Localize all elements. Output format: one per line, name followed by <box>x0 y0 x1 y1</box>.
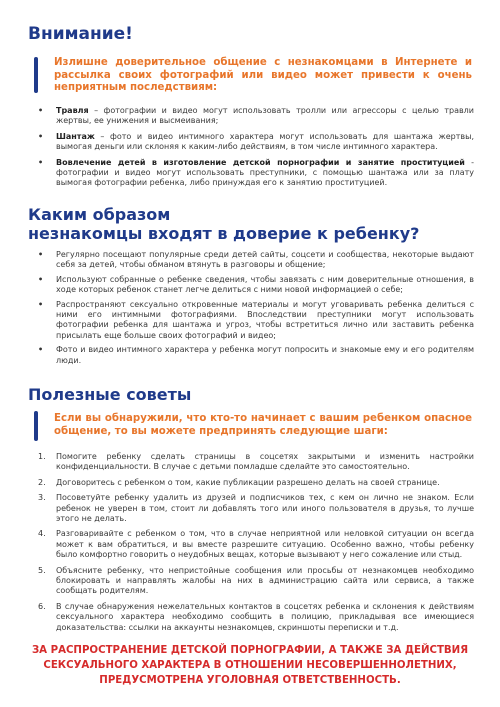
list-item <box>38 158 474 189</box>
item-text: Регулярно посещают популярные среди детей сайты, соцсети и сообщества, некоторые выдают себя за детей, чтобы обманом втянуть в разговоры и общение; <box>56 250 474 270</box>
item-number: 2. <box>38 477 46 487</box>
tips-list <box>38 452 474 633</box>
item-number: 5. <box>38 565 46 575</box>
item-number: 4. <box>38 529 46 539</box>
legal-warning: ЗА РАСПРОСТРАНЕНИЕ ДЕТСКОЙ ПОРНОГРАФИИ, А ТАКЖЕ ЗА ДЕЙСТВИЯ СЕКСУАЛЬНОГО ХАРАКТЕРА В ОТНОШЕНИИ НЕСОВЕРШЕННОЛЕТНИХ, ПРЕДУСМОТРЕНА УГОЛОВНАЯ ОТВЕТСТВЕННОСТЬ. <box>31 645 469 686</box>
item-text: Помогите ребенку сделать страницы в соцсетях закрытыми и изменить настройки конфиденциальности. В случае с детьми помладше сделайте это самостоятельно. <box>56 452 474 472</box>
list-item <box>38 250 474 271</box>
item-text: Разговаривайте с ребенком о том, что в случае неприятной или неловкой ситуации он всегда может к вам обратиться, и вы вместе разрешите ситуацию. Особенно важно, чтобы ребенку было комфортно говорить о неудобных вещах, которые вызывают у него сожаление или стыд. <box>56 529 474 560</box>
bullet-icon: • <box>38 250 44 259</box>
consequences-list <box>38 106 474 189</box>
attention-lead: Излишне доверительное общение с незнакомцами в Интернете и рассылка своих фотографий или видео может привести к очень неприятным последствиям: <box>54 57 472 94</box>
item-number: 3. <box>38 493 46 503</box>
list-item <box>38 566 474 597</box>
item-text: В случае обнаружения нежелательных контактов в соцсетях ребенка и склонения к действиям сексуального характера необходимо сообщить в полицию, прикладывая все имеющиеся доказательства: ссылки на аккаунты незнакомцев, скриншоты переписки и т.д. <box>56 601 474 632</box>
tips-lead: Если вы обнаружили, что кто-то начинает с вашим ребенком опасное общение, то вы можете предпринять следующие шаги: <box>54 413 472 437</box>
list-item <box>38 493 474 524</box>
list-item <box>38 275 474 296</box>
bullet-icon: • <box>38 345 44 355</box>
tips-title: Полезные советы <box>28 385 192 404</box>
item-text: Посоветуйте ребенку удалить из друзей и подписчиков тех, с кем он лично не знаком. Если ребенок не уверен в том, стоит ли добавлять того или иного пользователя в друзья, то лучше этого не делать. <box>56 493 474 524</box>
list-item <box>38 132 474 153</box>
list-item <box>38 106 474 127</box>
item-term: Вовлечение детей в изготовление детской порнографии и занятие проституцией <box>56 157 465 167</box>
item-text: Договоритесь с ребенком о том, какие публикации разрешено делать на своей странице. <box>56 477 440 487</box>
list-item <box>38 300 474 342</box>
item-text: – фото и видео интимного характера могут использовать для шантажа жертвы, вымогая деньги или склоняя к каким-либо действиям, в том числе интимного характера. <box>56 131 474 152</box>
bullet-icon: • <box>38 299 44 309</box>
list-item <box>38 478 474 488</box>
item-number: 1. <box>38 452 46 461</box>
trust-list <box>38 250 474 366</box>
item-text: Распространяют сексуально откровенные материалы и могут уговаривать ребенка делиться с ними его интимными фотографиями. Впоследствии преступники могут использовать фотографии ребенка для шантажа и угроз, чтобы встретиться лично или заставить ребенка присылать еще больше своих фотографий и видео; <box>56 299 474 340</box>
item-text: Фото и видео интимного характера у ребенка могут попросить и знакомые ему и его родителям люди. <box>56 345 474 365</box>
bullet-icon: • <box>38 131 44 141</box>
list-item <box>38 602 474 633</box>
attention-title: Внимание! <box>28 24 133 44</box>
bullet-icon: • <box>38 106 44 115</box>
item-term: Шантаж <box>56 131 95 141</box>
accent-bar <box>34 411 38 441</box>
item-number: 6. <box>38 601 46 611</box>
list-item <box>38 452 474 473</box>
list-item <box>38 345 474 366</box>
item-text: – фотографии и видео могут использовать тролли или агрессоры с целью травли жертвы, ее унижения и высмеивания; <box>56 106 474 126</box>
list-item <box>38 529 474 560</box>
item-text: Используют собранные о ребенке сведения, чтобы завязать с ним доверительные отношения, в ходе которых ребенок станет легче делиться с ними новой информацией о себе; <box>56 274 474 295</box>
bullet-icon: • <box>38 274 44 284</box>
item-text: Объясните ребенку, что непристойные сообщения или просьбы от незнакомцев необходимо блокировать и направлять жалобы на них в администрацию сайта или сервиса, а также сообщать родителям. <box>56 565 474 596</box>
item-term: Травля <box>56 106 89 115</box>
accent-bar <box>34 57 38 93</box>
bullet-icon: • <box>38 157 44 167</box>
trust-title-line1: Каким образом <box>28 205 171 224</box>
trust-title-line2: незнакомцы входят в доверие к ребенку? <box>28 224 420 243</box>
item-text: - фотографии и видео могут использовать преступники, с помощью шантажа или за плату вымогая фотографии ребенка, либо принуждая его к занятию проституцией. <box>56 157 474 188</box>
